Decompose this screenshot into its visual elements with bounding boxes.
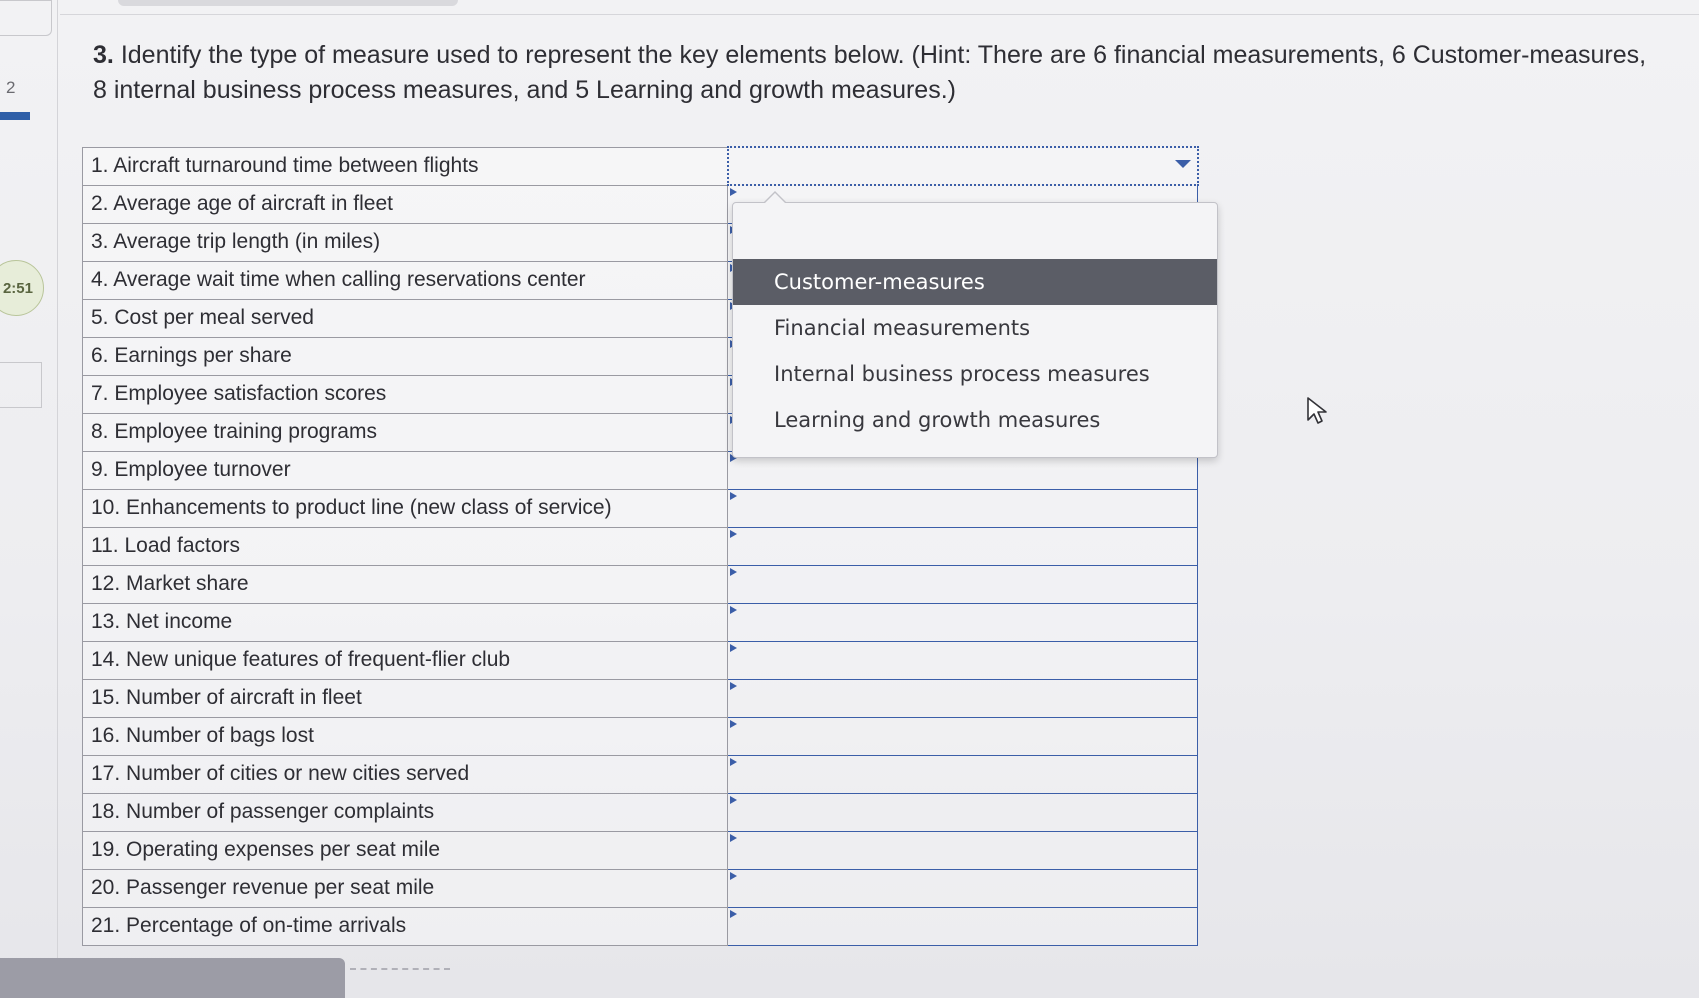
chevron-down-icon[interactable] [1175,160,1191,168]
table-row [83,907,1198,945]
measure-type-select[interactable] [728,717,1198,755]
measure-label: 20. Passenger revenue per seat mile [83,869,728,907]
measure-label: 5. Cost per meal served [83,299,728,337]
option-learning-and-growth-measures[interactable]: Learning and growth measures [774,408,1101,432]
measure-type-select[interactable] [728,489,1198,527]
measure-type-select[interactable] [728,527,1198,565]
question-text: Identify the type of measure used to represent the key elements below. (Hint: There are 6 financial measurements, 6 Customer-measures, 8 internal business process measures, and 5 Learning and growth measures.) [93,41,1647,104]
measure-type-select[interactable] [728,147,1198,185]
bottom-toolbar[interactable] [0,958,345,998]
table-row [83,603,1198,641]
table-row [83,147,1198,185]
table-row [83,679,1198,717]
measure-type-select[interactable] [728,641,1198,679]
option-customer-measures[interactable]: Customer-measures [733,259,1217,305]
measure-label: 9. Employee turnover [83,451,728,489]
current-question-marker [0,112,30,120]
measure-label: 4. Average wait time when calling reservations center [83,261,728,299]
measure-label: 17. Number of cities or new cities served [83,755,728,793]
table-row [83,755,1198,793]
measure-label: 1. Aircraft turnaround time between flights [83,147,728,185]
measure-label: 18. Number of passenger complaints [83,793,728,831]
option-financial-measurements[interactable]: Financial measurements [774,316,1031,340]
timer-badge [0,260,44,316]
sidebar-question-number[interactable]: 2 [6,78,16,97]
measure-label: 16. Number of bags lost [83,717,728,755]
measure-type-dropdown-menu [732,202,1218,458]
measure-type-select[interactable] [728,679,1198,717]
measure-label: 13. Net income [83,603,728,641]
timer-text: 2:51 [2,279,33,297]
measure-type-select[interactable] [728,869,1198,907]
measure-label: 14. New unique features of frequent-flier club [83,641,728,679]
measure-type-select[interactable] [728,793,1198,831]
measure-type-select[interactable] [728,831,1198,869]
measure-type-select[interactable] [728,907,1198,945]
measure-type-select[interactable] [728,603,1198,641]
table-row [83,641,1198,679]
left-sidebar [0,0,58,998]
measure-type-select[interactable] [728,565,1198,603]
measure-label: 11. Load factors [83,527,728,565]
table-row [83,717,1198,755]
sidebar-top-box[interactable] [0,0,52,36]
table-row [83,565,1198,603]
table-row [83,527,1198,565]
table-row [83,489,1198,527]
option-internal-business-process-measures[interactable]: Internal business process measures [774,362,1150,386]
table-row [83,869,1198,907]
measure-label: 19. Operating expenses per seat mile [83,831,728,869]
top-tab[interactable] [118,0,458,6]
bottom-divider [350,968,450,970]
measure-label: 12. Market share [83,565,728,603]
measure-label: 15. Number of aircraft in fleet [83,679,728,717]
sidebar-box[interactable] [0,362,42,408]
measure-label: 3. Average trip length (in miles) [83,223,728,261]
measure-label: 21. Percentage of on-time arrivals [83,907,728,945]
question-number: 3. [93,41,114,69]
top-divider [60,14,1699,15]
table-row [83,831,1198,869]
question-prompt [93,38,1653,108]
mouse-cursor-icon [1306,396,1328,426]
measure-label: 7. Employee satisfaction scores [83,375,728,413]
measure-label: 6. Earnings per share [83,337,728,375]
measure-label: 10. Enhancements to product line (new class of service) [83,489,728,527]
measure-type-select[interactable] [728,755,1198,793]
measure-label: 8. Employee training programs [83,413,728,451]
table-row [83,793,1198,831]
measure-label: 2. Average age of aircraft in fleet [83,185,728,223]
